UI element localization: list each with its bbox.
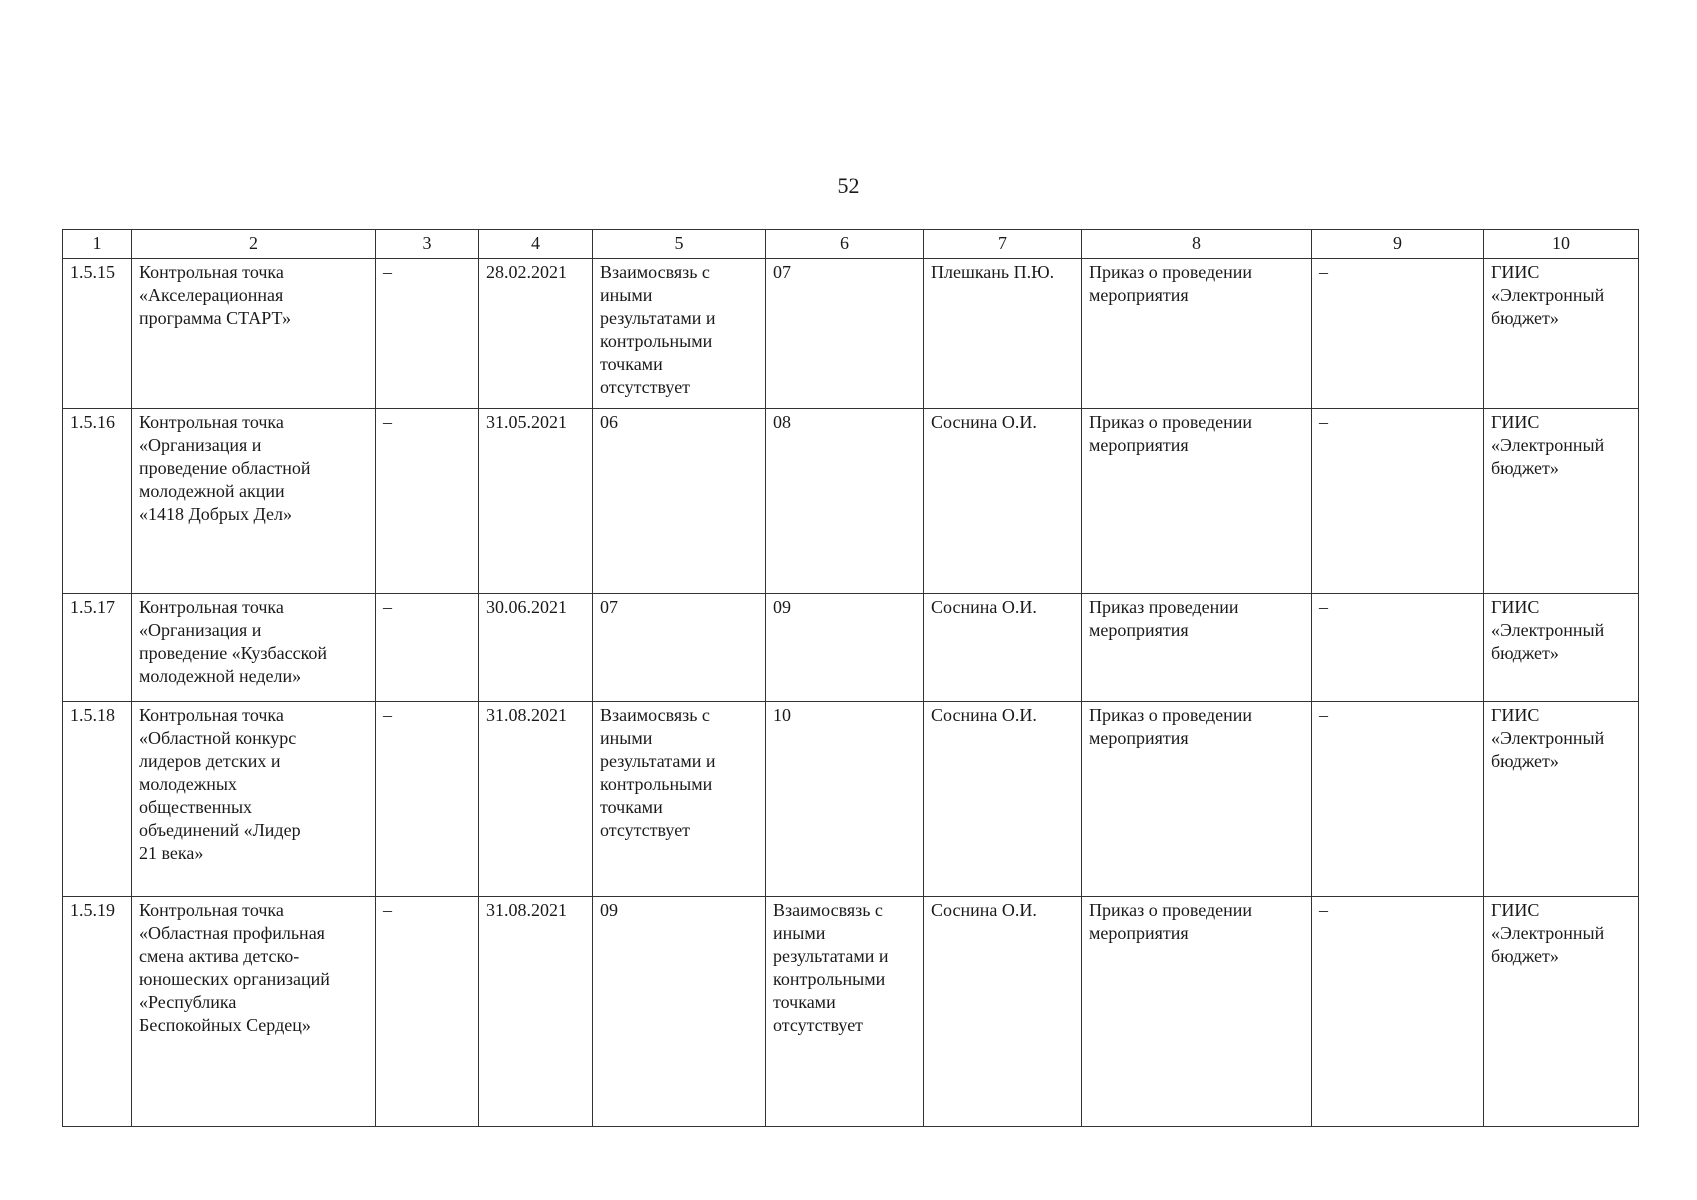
column-5-value: 06: [593, 409, 766, 594]
table-row: [63, 897, 1639, 1127]
deadline-date: 31.08.2021: [479, 702, 593, 897]
column-6-value: 09: [766, 594, 924, 702]
column-5-value: 07: [593, 594, 766, 702]
column-header: 6: [766, 230, 924, 259]
column-3-value: –: [376, 897, 479, 1127]
information-system: ГИИС «Электронный бюджет»: [1484, 594, 1639, 702]
column-9-value: –: [1312, 897, 1484, 1127]
column-header: 2: [132, 230, 376, 259]
row-number: 1.5.18: [63, 702, 132, 897]
column-9-value: –: [1312, 702, 1484, 897]
information-system: ГИИС «Электронный бюджет»: [1484, 259, 1639, 409]
responsible-person: Соснина О.И.: [924, 594, 1082, 702]
column-9-value: –: [1312, 594, 1484, 702]
table-row: [63, 702, 1639, 897]
responsible-person: Плешкань П.Ю.: [924, 259, 1082, 409]
responsible-person: Соснина О.И.: [924, 409, 1082, 594]
column-header: 3: [376, 230, 479, 259]
column-header: 1: [63, 230, 132, 259]
column-header: 8: [1082, 230, 1312, 259]
column-6-value: Взаимосвязь с иными результатами и контрольными точками отсутствует: [766, 897, 924, 1127]
deadline-date: 28.02.2021: [479, 259, 593, 409]
column-6-value: 08: [766, 409, 924, 594]
column-header: 5: [593, 230, 766, 259]
column-5-value: Взаимосвязь с иными результатами и контрольными точками отсутствует: [593, 702, 766, 897]
column-6-value: 10: [766, 702, 924, 897]
column-header: 9: [1312, 230, 1484, 259]
page-number: 52: [837, 173, 860, 198]
information-system: ГИИС «Электронный бюджет»: [1484, 897, 1639, 1127]
confirming-document: Приказ о проведении мероприятия: [1082, 259, 1312, 409]
column-5-value: Взаимосвязь с иными результатами и контрольными точками отсутствует: [593, 259, 766, 409]
control-points-table: [62, 229, 1639, 1127]
control-point-name: Контрольная точка «Областной конкурс лидеров детских и молодежных общественных объединений «Лидер 21 века»: [132, 702, 376, 897]
control-point-name: Контрольная точка «Организация и проведение областной молодежной акции «1418 Добрых Дел»: [132, 409, 376, 594]
row-number: 1.5.15: [63, 259, 132, 409]
row-number: 1.5.19: [63, 897, 132, 1127]
column-6-value: 07: [766, 259, 924, 409]
responsible-person: Соснина О.И.: [924, 702, 1082, 897]
column-header: 7: [924, 230, 1082, 259]
column-9-value: –: [1312, 259, 1484, 409]
information-system: ГИИС «Электронный бюджет»: [1484, 702, 1639, 897]
responsible-person: Соснина О.И.: [924, 897, 1082, 1127]
confirming-document: Приказ о проведении мероприятия: [1082, 897, 1312, 1127]
column-number-row: [63, 230, 1639, 259]
column-3-value: –: [376, 409, 479, 594]
deadline-date: 31.08.2021: [479, 897, 593, 1127]
deadline-date: 31.05.2021: [479, 409, 593, 594]
row-number: 1.5.16: [63, 409, 132, 594]
table-row: [63, 259, 1639, 409]
confirming-document: Приказ о проведении мероприятия: [1082, 409, 1312, 594]
column-3-value: –: [376, 594, 479, 702]
column-3-value: –: [376, 702, 479, 897]
confirming-document: Приказ проведении мероприятия: [1082, 594, 1312, 702]
information-system: ГИИС «Электронный бюджет»: [1484, 409, 1639, 594]
table-row: [63, 409, 1639, 594]
table-row: [63, 594, 1639, 702]
column-header: 4: [479, 230, 593, 259]
column-9-value: –: [1312, 409, 1484, 594]
deadline-date: 30.06.2021: [479, 594, 593, 702]
row-number: 1.5.17: [63, 594, 132, 702]
column-header: 10: [1484, 230, 1639, 259]
column-3-value: –: [376, 259, 479, 409]
control-point-name: Контрольная точка «Акселерационная программа СТАРТ»: [132, 259, 376, 409]
column-5-value: 09: [593, 897, 766, 1127]
control-point-name: Контрольная точка «Организация и проведение «Кузбасской молодежной недели»: [132, 594, 376, 702]
control-point-name: Контрольная точка «Областная профильная смена актива детско- юношеских организаций «Республика Беспокойных Сердец»: [132, 897, 376, 1127]
confirming-document: Приказ о проведении мероприятия: [1082, 702, 1312, 897]
